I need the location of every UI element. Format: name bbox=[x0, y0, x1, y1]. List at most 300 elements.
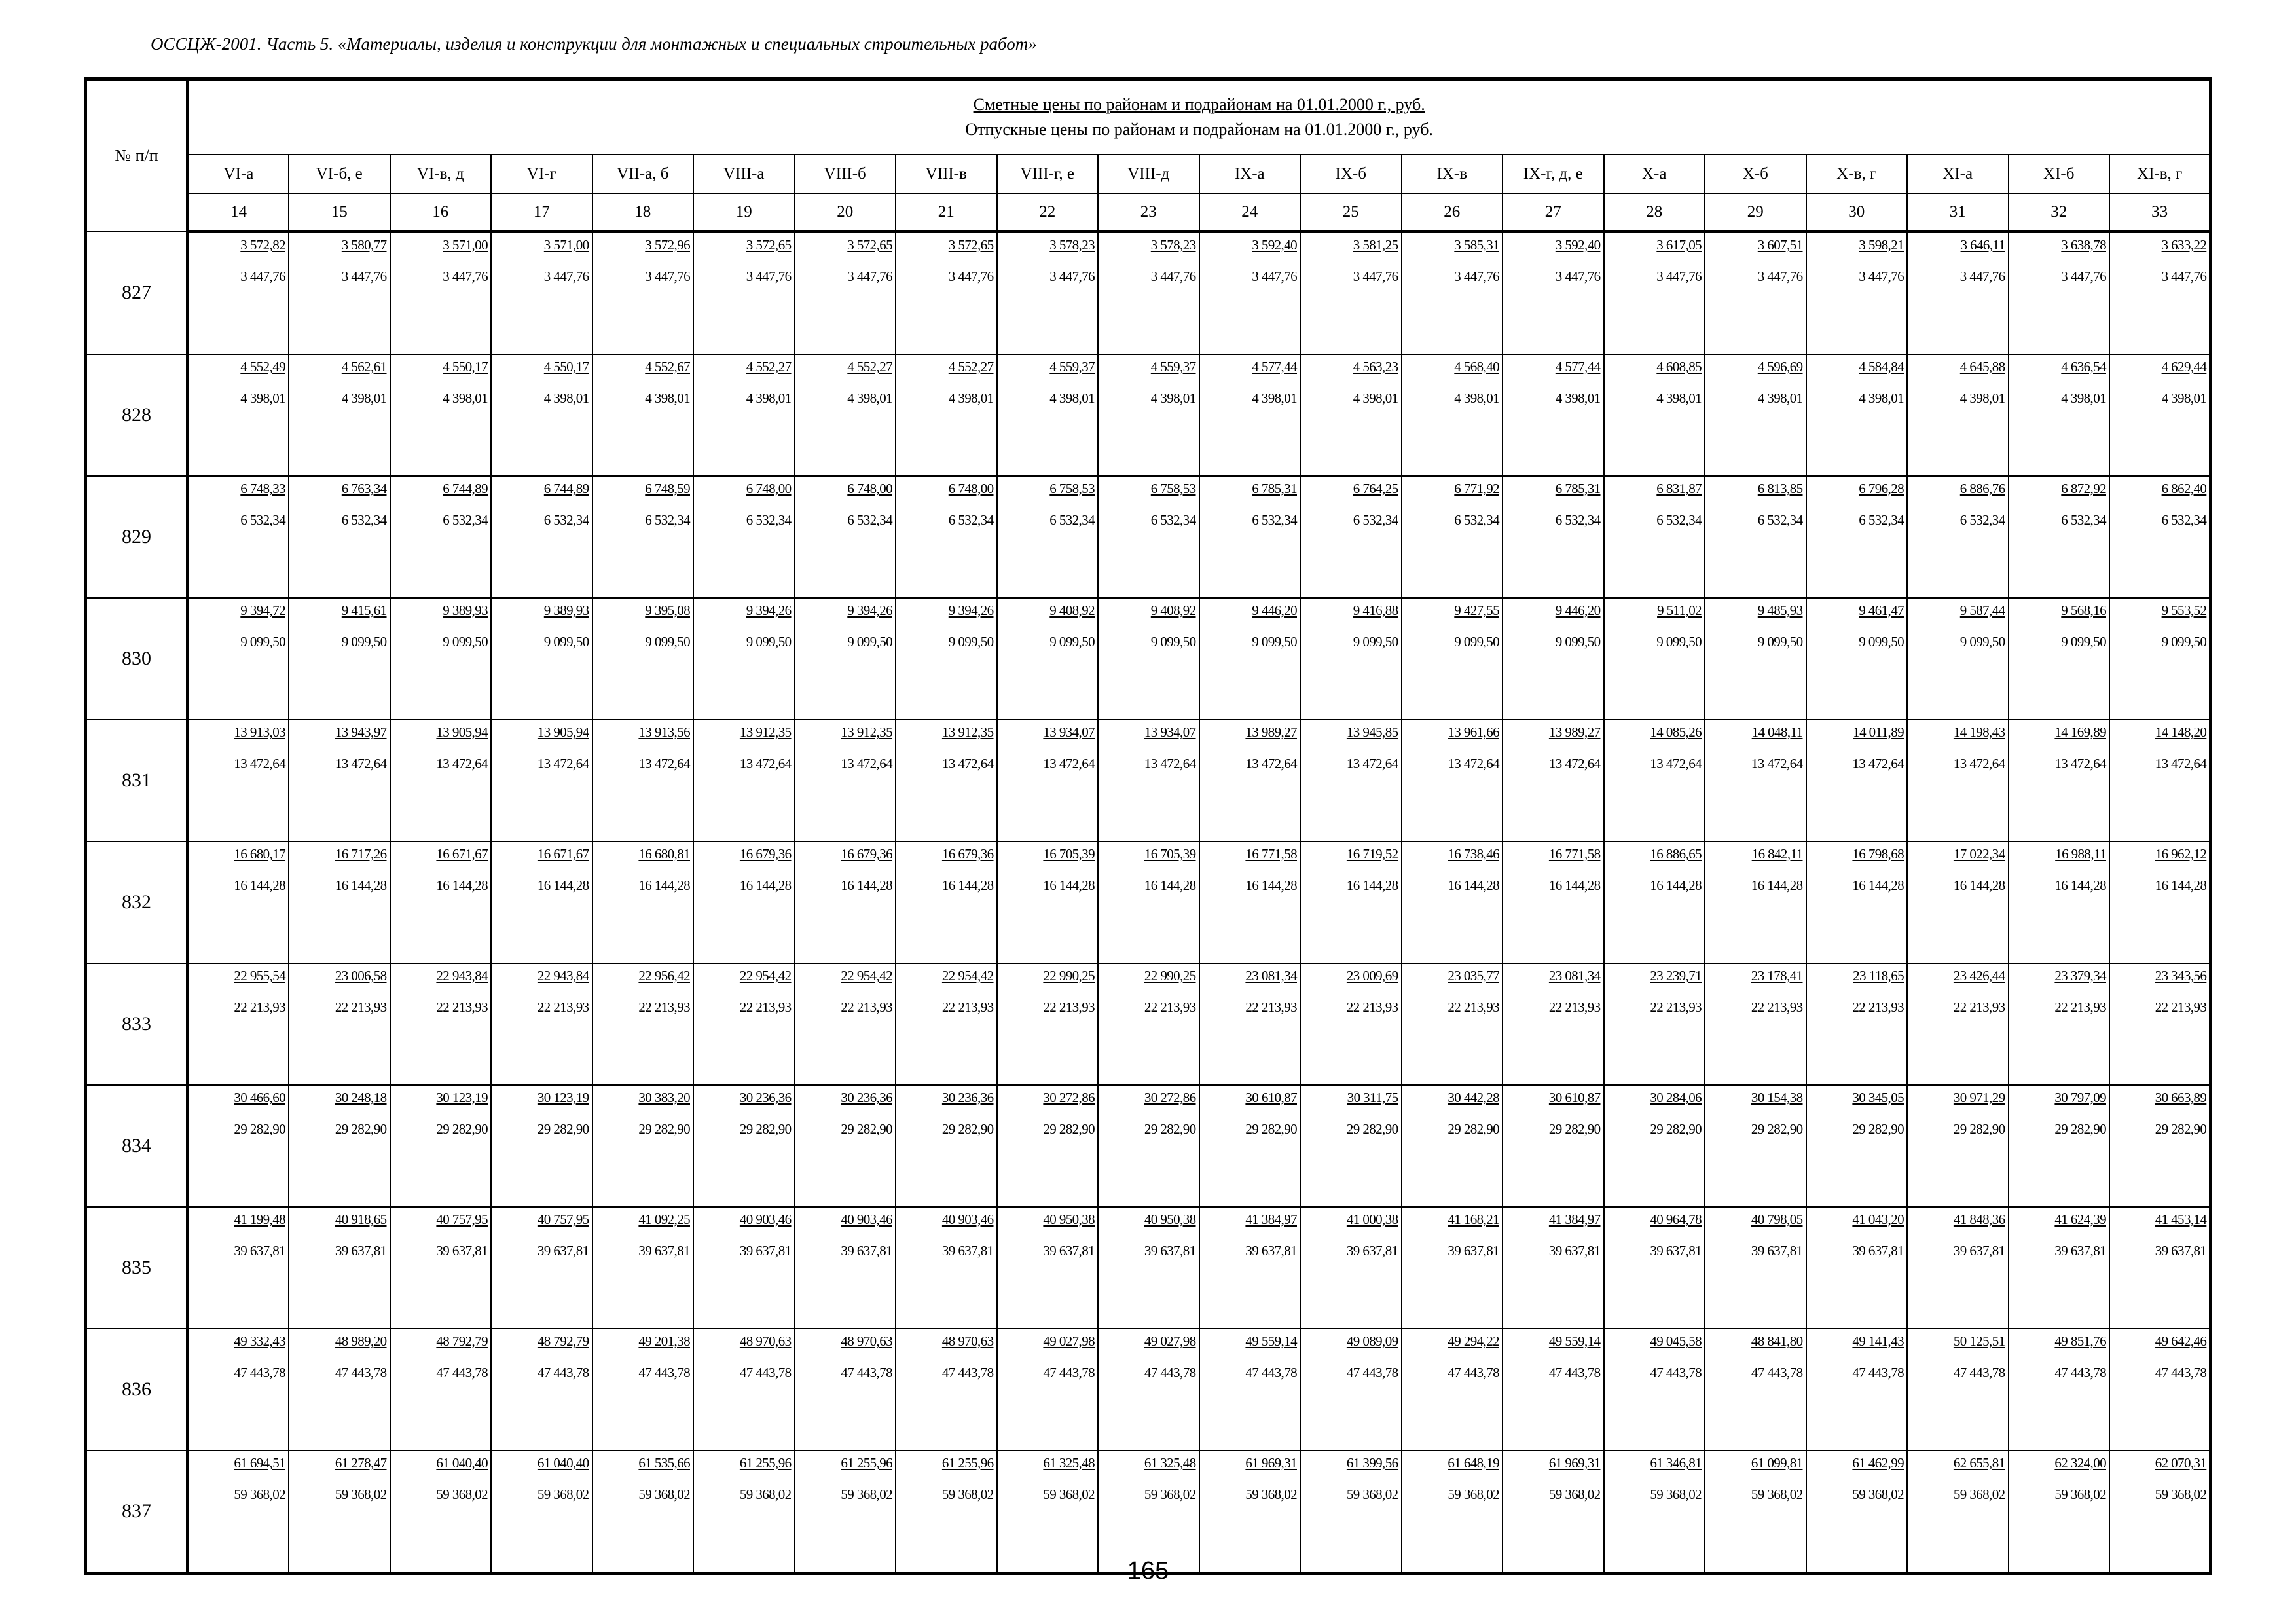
release-price: 3 447,76 bbox=[1049, 268, 1095, 284]
estimated-price: 41 043,20 bbox=[1852, 1211, 1904, 1227]
price-cell bbox=[1199, 354, 1301, 476]
release-price: 47 443,78 bbox=[537, 1365, 589, 1380]
price-cell bbox=[1098, 476, 1199, 598]
estimated-price: 61 694,51 bbox=[234, 1455, 285, 1471]
release-price: 47 443,78 bbox=[1852, 1365, 1904, 1380]
price-cell bbox=[289, 841, 390, 963]
region-header: VIII-г, е bbox=[997, 155, 1099, 194]
estimated-price: 41 092,25 bbox=[638, 1211, 690, 1227]
price-cell bbox=[2109, 1085, 2211, 1207]
release-price: 39 637,81 bbox=[335, 1243, 387, 1259]
price-cell bbox=[390, 841, 492, 963]
release-price: 22 213,93 bbox=[1650, 999, 1702, 1015]
release-price: 3 447,76 bbox=[1150, 268, 1196, 284]
estimated-price: 41 624,39 bbox=[2054, 1211, 2106, 1227]
row-number: 831 bbox=[86, 720, 188, 841]
price-cell bbox=[693, 476, 795, 598]
price-cell bbox=[997, 1329, 1099, 1450]
release-price: 16 144,28 bbox=[841, 877, 892, 893]
release-price: 22 213,93 bbox=[1751, 999, 1803, 1015]
column-number-row bbox=[86, 194, 2211, 232]
estimated-price: 9 415,61 bbox=[341, 602, 387, 618]
price-cell bbox=[795, 841, 896, 963]
estimated-price: 6 748,00 bbox=[847, 481, 892, 496]
release-price: 9 099,50 bbox=[645, 634, 690, 650]
release-price: 4 398,01 bbox=[1859, 390, 1904, 406]
estimated-price: 61 040,40 bbox=[436, 1455, 488, 1471]
release-price: 59 368,02 bbox=[1245, 1486, 1297, 1502]
price-cell bbox=[289, 1085, 390, 1207]
price-cell bbox=[896, 232, 997, 355]
release-price: 39 637,81 bbox=[841, 1243, 892, 1259]
price-cell bbox=[1402, 354, 1503, 476]
release-price: 6 532,34 bbox=[1656, 512, 1702, 528]
price-cell bbox=[693, 963, 795, 1085]
release-price: 47 443,78 bbox=[1346, 1365, 1398, 1380]
price-cell bbox=[1402, 963, 1503, 1085]
estimated-price: 41 848,36 bbox=[1953, 1211, 2005, 1227]
price-cell bbox=[1705, 1207, 1806, 1329]
estimated-price: 40 918,65 bbox=[335, 1211, 387, 1227]
estimated-price: 61 462,99 bbox=[1852, 1455, 1904, 1471]
price-cell bbox=[188, 1450, 289, 1574]
release-price: 9 099,50 bbox=[1859, 634, 1904, 650]
table-row bbox=[86, 1207, 2211, 1329]
region-header: VIII-в bbox=[896, 155, 997, 194]
price-cell bbox=[1705, 598, 1806, 720]
estimated-price: 9 394,26 bbox=[948, 602, 994, 618]
estimated-price: 13 905,94 bbox=[436, 724, 488, 740]
price-cell bbox=[1604, 1329, 1705, 1450]
price-cell bbox=[795, 1450, 896, 1574]
price-cell bbox=[2009, 963, 2110, 1085]
price-cell bbox=[188, 720, 289, 841]
release-price: 6 532,34 bbox=[1555, 512, 1601, 528]
estimated-price: 6 785,31 bbox=[1252, 481, 1297, 496]
price-cell bbox=[491, 720, 592, 841]
estimated-price: 4 552,27 bbox=[948, 359, 994, 375]
estimated-price: 16 717,26 bbox=[335, 846, 387, 862]
price-cell bbox=[289, 1450, 390, 1574]
release-price: 13 472,64 bbox=[1548, 756, 1601, 771]
estimated-price: 3 572,65 bbox=[746, 237, 792, 253]
release-price: 16 144,28 bbox=[1448, 877, 1499, 893]
release-price: 4 398,01 bbox=[543, 390, 589, 406]
price-cell bbox=[795, 476, 896, 598]
release-price: 59 368,02 bbox=[1751, 1486, 1803, 1502]
price-cell bbox=[1705, 232, 1806, 355]
estimated-price: 62 655,81 bbox=[1953, 1455, 2005, 1471]
price-cell bbox=[896, 354, 997, 476]
release-price: 3 447,76 bbox=[1959, 268, 2005, 284]
estimated-price: 4 552,27 bbox=[746, 359, 792, 375]
price-cell bbox=[491, 1085, 592, 1207]
release-price: 29 282,90 bbox=[1751, 1121, 1803, 1137]
estimated-price: 48 970,63 bbox=[739, 1333, 792, 1349]
estimated-price: 6 886,76 bbox=[1959, 481, 2005, 496]
estimated-price: 22 954,42 bbox=[739, 968, 792, 984]
price-cell bbox=[2109, 1329, 2211, 1450]
price-cell bbox=[390, 232, 492, 355]
region-header: Х-б bbox=[1705, 155, 1806, 194]
estimated-price: 4 552,67 bbox=[645, 359, 690, 375]
column-number: 26 bbox=[1402, 194, 1503, 232]
release-price: 13 472,64 bbox=[1144, 756, 1196, 771]
release-price: 4 398,01 bbox=[1656, 390, 1702, 406]
release-price: 13 472,64 bbox=[841, 756, 892, 771]
release-price: 13 472,64 bbox=[1245, 756, 1297, 771]
estimated-price: 40 798,05 bbox=[1751, 1211, 1803, 1227]
estimated-price: 4 596,69 bbox=[1757, 359, 1803, 375]
price-cell bbox=[693, 1450, 795, 1574]
price-cell bbox=[693, 354, 795, 476]
release-price: 47 443,78 bbox=[1245, 1365, 1297, 1380]
price-cell bbox=[592, 963, 694, 1085]
price-table bbox=[84, 77, 2212, 1575]
release-price: 22 213,93 bbox=[234, 999, 285, 1015]
estimated-price: 23 035,77 bbox=[1448, 968, 1499, 984]
estimated-price: 3 578,23 bbox=[1150, 237, 1196, 253]
release-price: 59 368,02 bbox=[638, 1486, 690, 1502]
estimated-price: 23 009,69 bbox=[1346, 968, 1398, 984]
estimated-price: 3 581,25 bbox=[1353, 237, 1398, 253]
estimated-price: 30 610,87 bbox=[1548, 1090, 1601, 1105]
estimated-price: 48 989,20 bbox=[335, 1333, 387, 1349]
estimated-price: 4 550,17 bbox=[443, 359, 488, 375]
estimated-price: 4 636,54 bbox=[2061, 359, 2106, 375]
region-header: Х-в, г bbox=[1806, 155, 1908, 194]
release-price: 6 532,34 bbox=[240, 512, 285, 528]
estimated-price: 30 466,60 bbox=[234, 1090, 285, 1105]
estimated-price: 49 332,43 bbox=[234, 1333, 285, 1349]
estimated-price: 9 511,02 bbox=[1657, 602, 1702, 618]
estimated-price: 49 294,22 bbox=[1448, 1333, 1499, 1349]
price-cell bbox=[289, 476, 390, 598]
estimated-price: 9 389,93 bbox=[543, 602, 589, 618]
estimated-price: 4 577,44 bbox=[1555, 359, 1601, 375]
estimated-price: 6 744,89 bbox=[443, 481, 488, 496]
estimated-price: 48 792,79 bbox=[537, 1333, 589, 1349]
price-cell bbox=[1806, 476, 1908, 598]
estimated-price: 9 394,26 bbox=[746, 602, 792, 618]
estimated-price: 22 943,84 bbox=[537, 968, 589, 984]
release-price: 4 398,01 bbox=[847, 390, 892, 406]
release-price: 39 637,81 bbox=[2155, 1243, 2207, 1259]
price-cell bbox=[1199, 720, 1301, 841]
region-header: XI-б bbox=[2009, 155, 2110, 194]
estimated-price: 3 571,00 bbox=[443, 237, 488, 253]
price-cell bbox=[289, 1329, 390, 1450]
estimated-price: 48 970,63 bbox=[941, 1333, 994, 1349]
estimated-price: 30 345,05 bbox=[1852, 1090, 1904, 1105]
column-number: 21 bbox=[896, 194, 997, 232]
estimated-price: 23 081,34 bbox=[1548, 968, 1601, 984]
release-price: 6 532,34 bbox=[645, 512, 690, 528]
estimated-price: 9 394,72 bbox=[240, 602, 285, 618]
estimated-price: 22 955,54 bbox=[234, 968, 285, 984]
price-cell bbox=[1098, 232, 1199, 355]
release-price: 6 532,34 bbox=[948, 512, 994, 528]
price-cell bbox=[1300, 1329, 1402, 1450]
row-number-header: № п/п bbox=[86, 79, 188, 232]
release-price: 47 443,78 bbox=[1144, 1365, 1196, 1380]
release-price: 59 368,02 bbox=[335, 1486, 387, 1502]
release-price: 22 213,93 bbox=[1953, 999, 2005, 1015]
region-header: IX-в bbox=[1402, 155, 1503, 194]
estimated-price: 14 048,11 bbox=[1751, 724, 1803, 740]
price-cell bbox=[1705, 1450, 1806, 1574]
estimated-price: 16 842,11 bbox=[1751, 846, 1803, 862]
release-price: 47 443,78 bbox=[1043, 1365, 1095, 1380]
release-price: 39 637,81 bbox=[1144, 1243, 1196, 1259]
price-cell bbox=[795, 598, 896, 720]
estimated-price: 61 278,47 bbox=[335, 1455, 387, 1471]
estimated-price: 50 125,51 bbox=[1953, 1333, 2005, 1349]
release-price: 4 398,01 bbox=[1454, 390, 1499, 406]
column-number: 27 bbox=[1503, 194, 1604, 232]
release-price: 47 443,78 bbox=[234, 1365, 285, 1380]
estimated-price: 30 236,36 bbox=[739, 1090, 792, 1105]
estimated-price: 61 325,48 bbox=[1043, 1455, 1095, 1471]
price-cell bbox=[1199, 232, 1301, 355]
price-cell bbox=[1503, 232, 1604, 355]
price-cell bbox=[592, 720, 694, 841]
release-price: 3 447,76 bbox=[341, 268, 387, 284]
price-cell bbox=[1705, 476, 1806, 598]
price-cell bbox=[1402, 1085, 1503, 1207]
estimated-price: 49 559,14 bbox=[1548, 1333, 1601, 1349]
estimated-price: 16 679,36 bbox=[841, 846, 892, 862]
price-cell bbox=[1907, 1450, 2009, 1574]
release-price: 16 144,28 bbox=[1751, 877, 1803, 893]
price-cell bbox=[1503, 1450, 1604, 1574]
estimated-price: 9 389,93 bbox=[443, 602, 488, 618]
price-cell bbox=[1806, 1450, 1908, 1574]
release-price: 13 472,64 bbox=[335, 756, 387, 771]
release-price: 6 532,34 bbox=[1150, 512, 1196, 528]
estimated-price: 4 550,17 bbox=[543, 359, 589, 375]
table-row bbox=[86, 1450, 2211, 1574]
price-cell bbox=[1098, 963, 1199, 1085]
release-price: 6 532,34 bbox=[1454, 512, 1499, 528]
release-price: 4 398,01 bbox=[443, 390, 488, 406]
release-price: 22 213,93 bbox=[436, 999, 488, 1015]
release-price: 9 099,50 bbox=[948, 634, 994, 650]
price-cell bbox=[188, 354, 289, 476]
region-header: VIII-а bbox=[693, 155, 795, 194]
price-cell bbox=[188, 598, 289, 720]
estimated-price: 61 346,81 bbox=[1650, 1455, 1702, 1471]
price-cell bbox=[1604, 1085, 1705, 1207]
estimated-price: 30 248,18 bbox=[335, 1090, 387, 1105]
price-cell bbox=[390, 720, 492, 841]
table-row bbox=[86, 232, 2211, 355]
estimated-price: 16 705,39 bbox=[1043, 846, 1095, 862]
price-cell bbox=[1199, 841, 1301, 963]
price-cell bbox=[693, 1085, 795, 1207]
estimated-price: 9 408,92 bbox=[1049, 602, 1095, 618]
release-price: 6 532,34 bbox=[443, 512, 488, 528]
release-price: 16 144,28 bbox=[1548, 877, 1601, 893]
region-header: XI-в, г bbox=[2109, 155, 2211, 194]
price-cell bbox=[1098, 598, 1199, 720]
estimated-price: 6 771,92 bbox=[1454, 481, 1499, 496]
region-header: VI-в, д bbox=[390, 155, 492, 194]
price-cell bbox=[188, 1329, 289, 1450]
release-price: 22 213,93 bbox=[1043, 999, 1095, 1015]
price-cell bbox=[2109, 354, 2211, 476]
release-price: 59 368,02 bbox=[1346, 1486, 1398, 1502]
estimated-price: 49 089,09 bbox=[1346, 1333, 1398, 1349]
estimated-price: 9 446,20 bbox=[1252, 602, 1297, 618]
price-cell bbox=[896, 841, 997, 963]
column-number: 15 bbox=[289, 194, 390, 232]
release-price: 29 282,90 bbox=[941, 1121, 994, 1137]
estimated-price: 3 638,78 bbox=[2061, 237, 2106, 253]
release-price: 4 398,01 bbox=[2061, 390, 2106, 406]
estimated-price: 48 970,63 bbox=[841, 1333, 892, 1349]
release-price: 13 472,64 bbox=[1346, 756, 1398, 771]
estimated-price: 3 592,40 bbox=[1252, 237, 1297, 253]
column-number: 19 bbox=[693, 194, 795, 232]
table-row bbox=[86, 720, 2211, 841]
release-price: 9 099,50 bbox=[240, 634, 285, 650]
estimated-price: 49 141,43 bbox=[1852, 1333, 1904, 1349]
row-number: 837 bbox=[86, 1450, 188, 1574]
estimated-price: 30 272,86 bbox=[1144, 1090, 1196, 1105]
release-price: 9 099,50 bbox=[746, 634, 792, 650]
column-number: 29 bbox=[1705, 194, 1806, 232]
estimated-price: 16 771,58 bbox=[1548, 846, 1601, 862]
price-cell bbox=[491, 476, 592, 598]
release-price: 13 472,64 bbox=[1650, 756, 1702, 771]
release-price: 59 368,02 bbox=[1852, 1486, 1904, 1502]
price-cell bbox=[592, 232, 694, 355]
price-cell bbox=[289, 1207, 390, 1329]
price-cell bbox=[390, 354, 492, 476]
release-price: 6 532,34 bbox=[1959, 512, 2005, 528]
price-cell bbox=[491, 598, 592, 720]
release-price: 3 447,76 bbox=[1757, 268, 1803, 284]
release-price: 4 398,01 bbox=[1252, 390, 1297, 406]
table-title bbox=[188, 79, 2211, 155]
price-cell bbox=[795, 1207, 896, 1329]
estimated-price: 16 988,11 bbox=[2055, 846, 2106, 862]
release-price: 29 282,90 bbox=[2054, 1121, 2106, 1137]
row-number: 827 bbox=[86, 232, 188, 355]
release-price: 3 447,76 bbox=[847, 268, 892, 284]
estimated-price: 4 568,40 bbox=[1454, 359, 1499, 375]
estimated-price: 13 913,56 bbox=[638, 724, 690, 740]
estimated-price: 41 199,48 bbox=[234, 1211, 285, 1227]
release-price: 47 443,78 bbox=[841, 1365, 892, 1380]
release-price: 4 398,01 bbox=[948, 390, 994, 406]
price-cell bbox=[1098, 354, 1199, 476]
price-cell bbox=[1705, 963, 1806, 1085]
table-row bbox=[86, 476, 2211, 598]
estimated-price: 3 592,40 bbox=[1555, 237, 1601, 253]
price-cell bbox=[2009, 1450, 2110, 1574]
estimated-price: 30 383,20 bbox=[638, 1090, 690, 1105]
estimated-price: 4 552,49 bbox=[240, 359, 285, 375]
estimated-price: 41 384,97 bbox=[1245, 1211, 1297, 1227]
release-price: 39 637,81 bbox=[1043, 1243, 1095, 1259]
release-price: 39 637,81 bbox=[1650, 1243, 1702, 1259]
estimated-price: 40 903,46 bbox=[941, 1211, 994, 1227]
estimated-price: 3 646,11 bbox=[1960, 237, 2005, 253]
estimated-price: 3 617,05 bbox=[1656, 237, 1702, 253]
price-cell bbox=[1907, 232, 2009, 355]
release-price: 6 532,34 bbox=[847, 512, 892, 528]
price-cell bbox=[1806, 963, 1908, 1085]
column-number: 18 bbox=[592, 194, 694, 232]
release-price: 22 213,93 bbox=[2155, 999, 2207, 1015]
price-cell bbox=[592, 1085, 694, 1207]
release-price: 3 447,76 bbox=[1859, 268, 1904, 284]
release-price: 16 144,28 bbox=[335, 877, 387, 893]
estimated-price: 49 559,14 bbox=[1245, 1333, 1297, 1349]
release-price: 6 532,34 bbox=[2161, 512, 2207, 528]
price-cell bbox=[1300, 720, 1402, 841]
price-cell bbox=[896, 963, 997, 1085]
release-price: 29 282,90 bbox=[1548, 1121, 1601, 1137]
price-cell bbox=[896, 598, 997, 720]
release-price: 39 637,81 bbox=[1953, 1243, 2005, 1259]
estimated-price: 30 284,06 bbox=[1650, 1090, 1702, 1105]
release-price: 22 213,93 bbox=[1144, 999, 1196, 1015]
estimated-price: 13 934,07 bbox=[1144, 724, 1196, 740]
release-price: 16 144,28 bbox=[2155, 877, 2207, 893]
price-cell bbox=[592, 476, 694, 598]
release-price: 39 637,81 bbox=[1852, 1243, 1904, 1259]
price-cell bbox=[1098, 720, 1199, 841]
release-price: 6 532,34 bbox=[1049, 512, 1095, 528]
estimated-price: 61 648,19 bbox=[1448, 1455, 1499, 1471]
price-cell bbox=[2009, 1085, 2110, 1207]
estimated-price: 49 027,98 bbox=[1144, 1333, 1196, 1349]
release-price: 6 532,34 bbox=[1252, 512, 1297, 528]
estimated-price: 22 943,84 bbox=[436, 968, 488, 984]
price-cell bbox=[1705, 1329, 1806, 1450]
price-cell bbox=[1402, 476, 1503, 598]
column-number: 16 bbox=[390, 194, 492, 232]
estimated-price: 30 610,87 bbox=[1245, 1090, 1297, 1105]
region-header: VI-а bbox=[188, 155, 289, 194]
estimated-price: 4 559,37 bbox=[1150, 359, 1196, 375]
price-cell bbox=[693, 1207, 795, 1329]
release-price: 59 368,02 bbox=[1144, 1486, 1196, 1502]
estimated-price: 49 045,58 bbox=[1650, 1333, 1702, 1349]
release-price: 29 282,90 bbox=[1448, 1121, 1499, 1137]
price-cell bbox=[997, 1207, 1099, 1329]
price-cell bbox=[1604, 1450, 1705, 1574]
estimated-price: 13 989,27 bbox=[1548, 724, 1601, 740]
price-cell bbox=[1503, 476, 1604, 598]
price-cell bbox=[896, 1450, 997, 1574]
release-price: 16 144,28 bbox=[1852, 877, 1904, 893]
estimated-price: 4 559,37 bbox=[1049, 359, 1095, 375]
release-price: 47 443,78 bbox=[1448, 1365, 1499, 1380]
estimated-price: 13 912,35 bbox=[739, 724, 792, 740]
price-cell bbox=[1705, 841, 1806, 963]
estimated-price: 61 040,40 bbox=[537, 1455, 589, 1471]
price-cell bbox=[491, 354, 592, 476]
price-cell bbox=[997, 720, 1099, 841]
column-number: 17 bbox=[491, 194, 592, 232]
release-price: 29 282,90 bbox=[1043, 1121, 1095, 1137]
price-cell bbox=[592, 1450, 694, 1574]
release-price: 59 368,02 bbox=[1548, 1486, 1601, 1502]
